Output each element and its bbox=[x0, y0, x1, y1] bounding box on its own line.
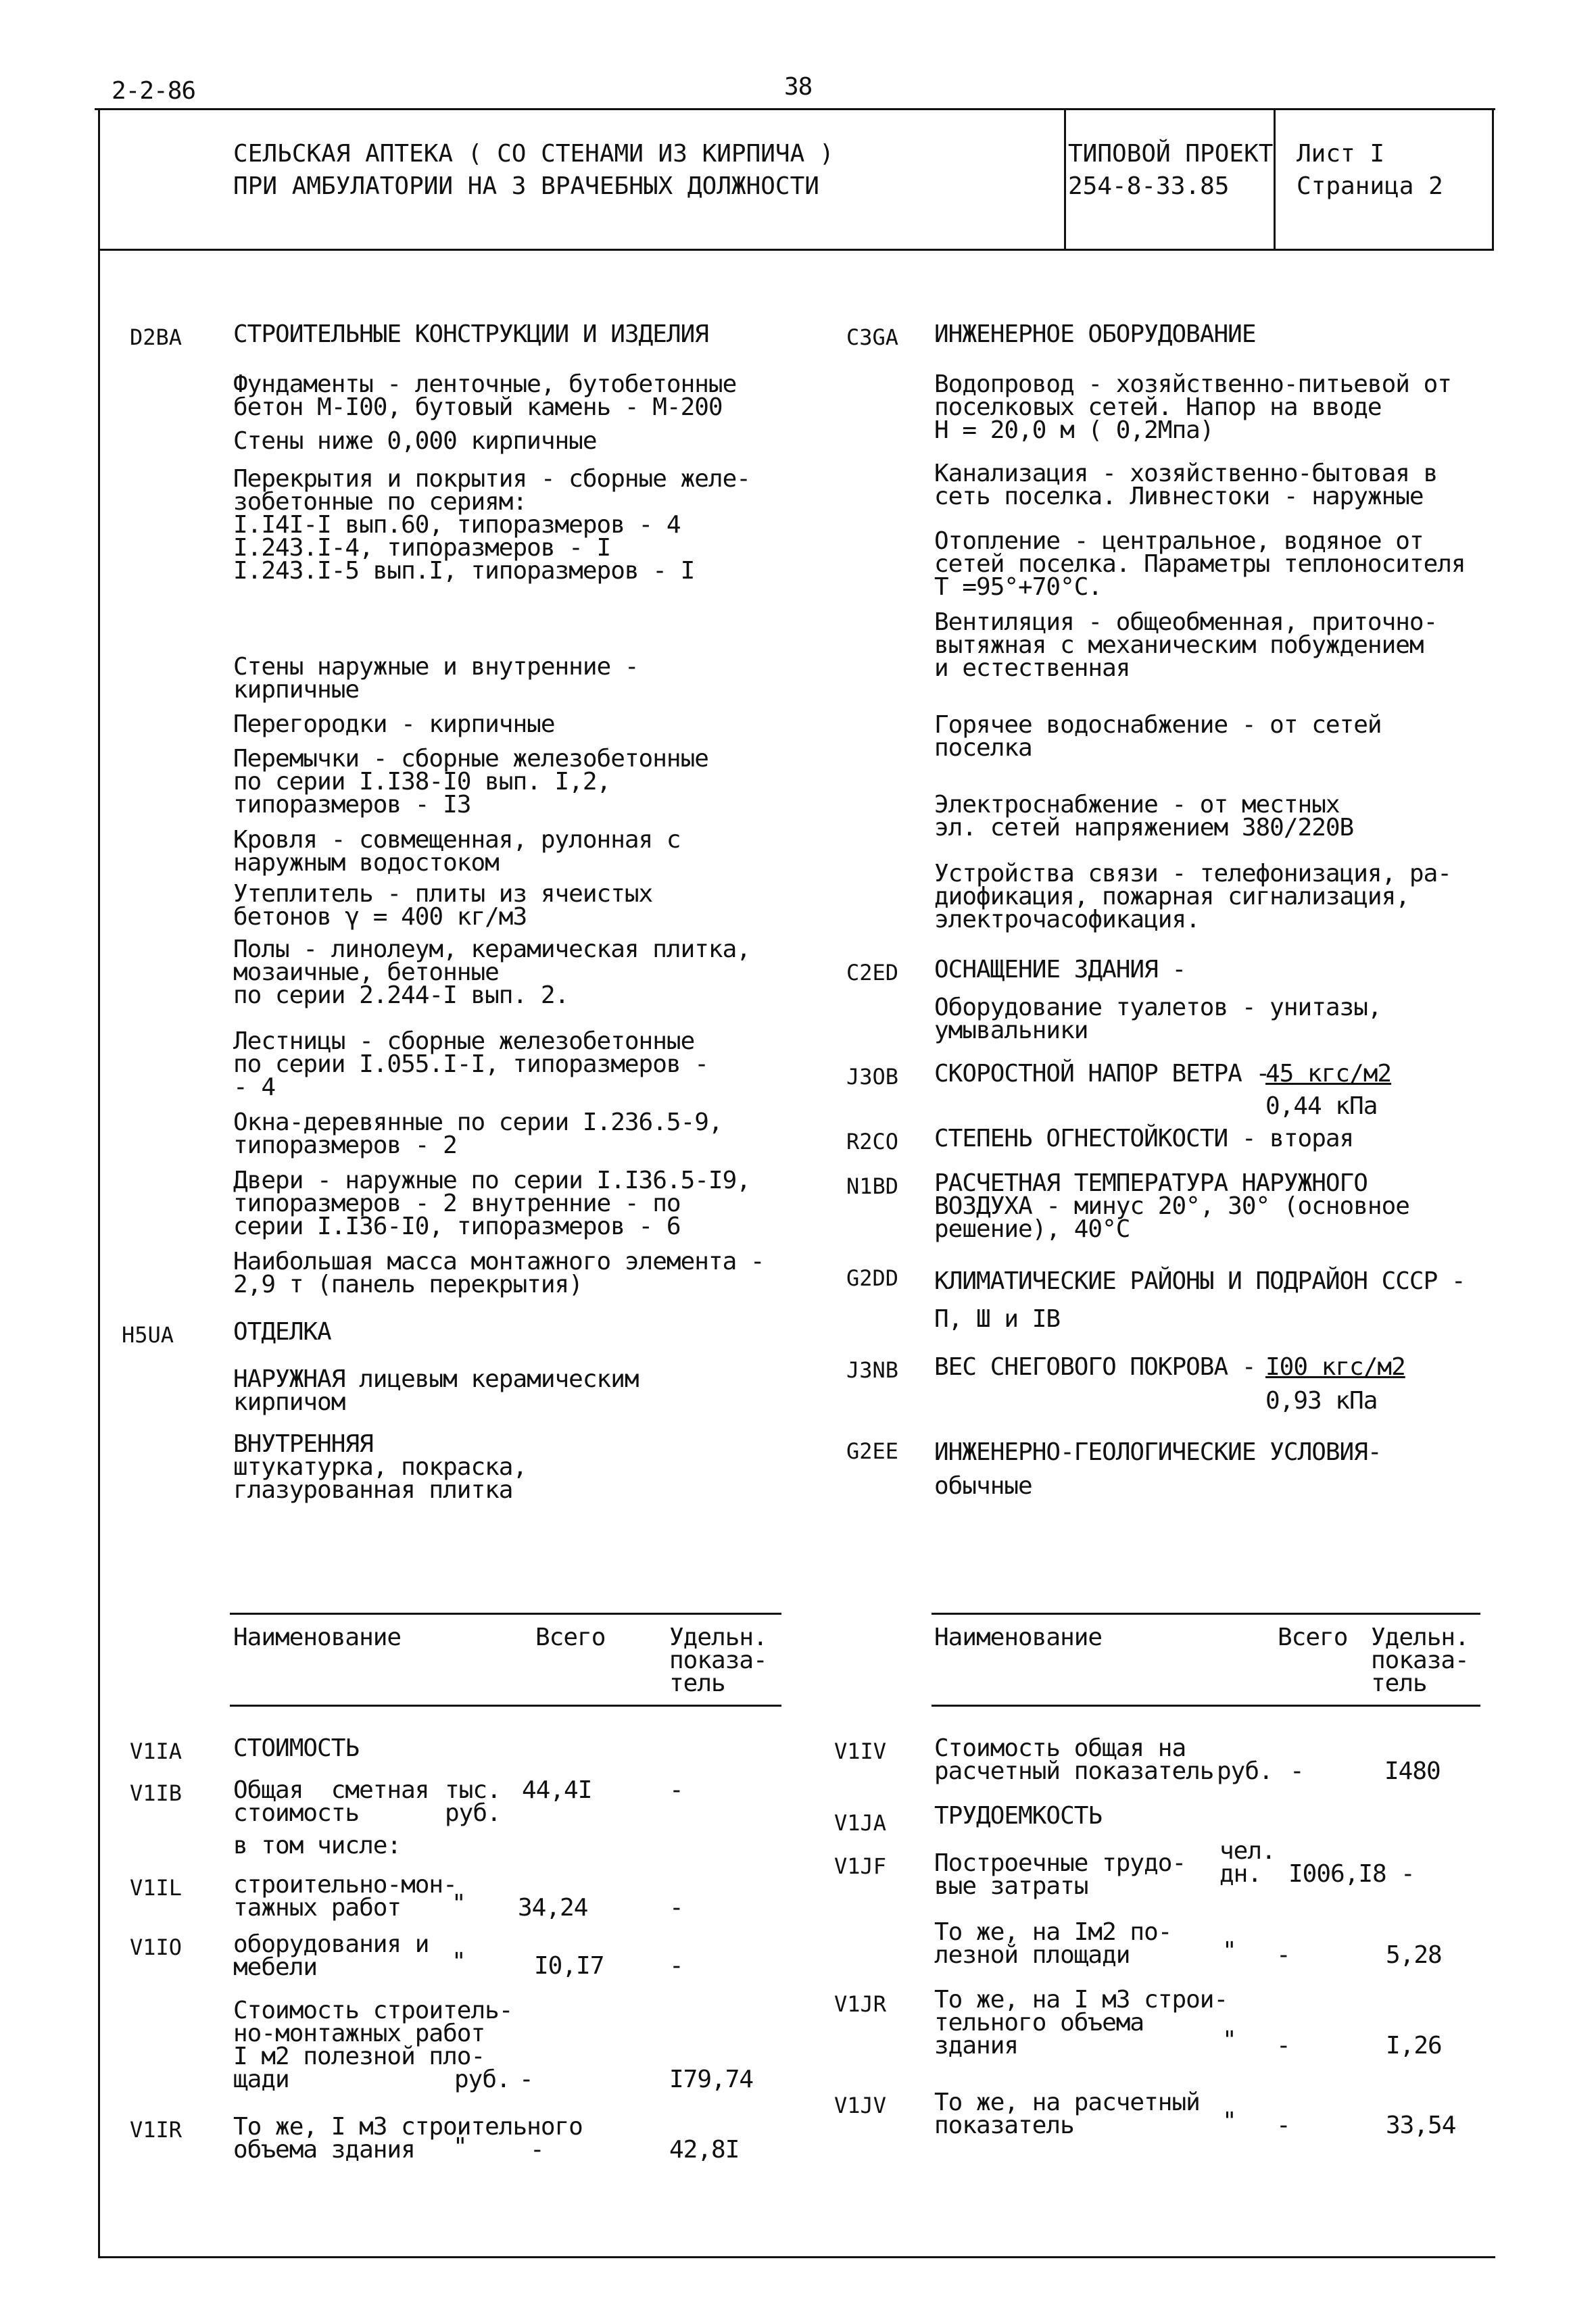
table-row-unit: " bbox=[452, 1890, 466, 1918]
text-fire-rating: СТЕПЕНЬ ОГНЕСТОЙКОСТИ - вторая bbox=[934, 1125, 1354, 1152]
sheet-number: Лист I bbox=[1297, 140, 1385, 168]
heading-structures: СТРОИТЕЛЬНЫЕ КОНСТРУКЦИИ И ИЗДЕЛИЯ bbox=[233, 320, 708, 348]
table-row-name: оборудования и мебели bbox=[233, 1930, 429, 1981]
text-climate: КЛИМАТИЧЕСКИЕ РАЙОНЫ И ПОДРАЙОН СССР - П, Ш и IВ bbox=[934, 1267, 1466, 1333]
text-doors: Двери - наружные по серии I.I36.5-I9, типоразмеров - 2 внутренние - по серии I.I36-I0, типоразмеров - 6 bbox=[233, 1167, 750, 1240]
text-ventilation: Вентиляция - общеобменная, приточно- вытяжная с механическим побуждением и естественная bbox=[934, 608, 1438, 682]
table-row-name: То же, на Iм2 по- лезной площади bbox=[934, 1918, 1172, 1969]
table-right-header-name: Наименование bbox=[934, 1624, 1103, 1651]
code-c3ga: C3GA bbox=[846, 324, 899, 350]
table-row-spec: I480 bbox=[1384, 1757, 1441, 1785]
table-left-header-total: Всего bbox=[535, 1624, 606, 1651]
frame-right-top bbox=[1492, 108, 1494, 249]
table-row-name: То же, на I м3 строи- тельного объема здания bbox=[934, 1986, 1228, 2060]
table-row-name: Стоимость строитель- но-монтажных работ I м2 полезной пло- щади bbox=[233, 1997, 513, 2093]
table-row-name: в том числе: bbox=[233, 1832, 402, 1859]
label-snow: ВЕС СНЕГОВОГО ПОКРОВА - bbox=[934, 1353, 1256, 1381]
table-row-total: I006,I8 bbox=[1288, 1860, 1386, 1888]
table-row-unit: руб. bbox=[1217, 1757, 1273, 1785]
value-wind-kpa: 0,44 кПа bbox=[1265, 1092, 1378, 1120]
code-g2dd: G2DD bbox=[846, 1265, 899, 1291]
table-row-code: V1IA bbox=[130, 1738, 183, 1764]
text-power: Электроснабжение - от местных эл. сетей напряжением 380/220В bbox=[934, 791, 1354, 842]
heading-engineering: ИНЖЕНЕРНОЕ ОБОРУДОВАНИЕ bbox=[934, 320, 1256, 348]
table-row-unit: " bbox=[1222, 2107, 1236, 2135]
text-insulation: Утеплитель - плиты из ячеистых бетонов γ = 400 кг/м3 bbox=[233, 880, 653, 931]
table-row-unit: тыс. руб. bbox=[445, 1776, 501, 1827]
title-line-2: ПРИ АМБУЛАТОРИИ НА 3 ВРАЧЕБНЫХ ДОЛЖНОСТИ bbox=[233, 172, 819, 200]
text-max-mass: Наибольшая масса монтажного элемента - 2,9 т (панель перекрытия) bbox=[233, 1248, 765, 1298]
table-row-code: V1JV bbox=[834, 2093, 887, 2118]
table-row-spec: - bbox=[1401, 1860, 1415, 1888]
table-row-name: строительно-мон- тажных работ bbox=[233, 1871, 457, 1922]
frame-top bbox=[95, 108, 1495, 110]
table-row-unit: " bbox=[1222, 1937, 1236, 1965]
table-row-spec: - bbox=[669, 1894, 683, 1922]
title-divider-2 bbox=[1274, 108, 1276, 249]
table-row-total: - bbox=[530, 2136, 544, 2164]
table-row-code: V1IB bbox=[130, 1780, 183, 1806]
title-block-bottom bbox=[98, 249, 1494, 251]
table-right-top-rule bbox=[932, 1613, 1480, 1615]
text-finish-outer: НАРУЖНАЯ лицевым керамическим кирпичом bbox=[233, 1365, 639, 1416]
table-row-spec: 42,8I bbox=[669, 2136, 740, 2164]
text-walls-below: Стены ниже 0,000 кирпичные bbox=[233, 427, 597, 455]
code-j3nb: J3NB bbox=[846, 1357, 899, 1383]
table-row-total: - bbox=[1276, 1941, 1290, 1969]
table-row-unit: " bbox=[1222, 2026, 1236, 2054]
table-left-header-name: Наименование bbox=[233, 1624, 402, 1651]
table-row-total: - bbox=[519, 2066, 533, 2093]
table-row-code: V1IV bbox=[834, 1738, 887, 1764]
table-row-code: V1JA bbox=[834, 1810, 887, 1836]
text-finish-inner: ВНУТРЕННЯЯ штукатурка, покраска, глазурованная плитка bbox=[233, 1430, 527, 1504]
table-row-name: Построечные трудо- вые затраты bbox=[934, 1849, 1186, 1900]
text-hot-water: Горячее водоснабжение - от сетей поселка bbox=[934, 711, 1382, 762]
table-left-header-rule bbox=[230, 1705, 781, 1707]
table-row-unit: чел. дн. bbox=[1219, 1837, 1276, 1888]
text-stairs: Лестницы - сборные железобетонные по серии I.055.I-I, типоразмеров - - 4 bbox=[233, 1027, 708, 1101]
table-row-spec: - bbox=[669, 1952, 683, 1980]
table-row-name: То же, на расчетный показатель bbox=[934, 2089, 1200, 2139]
code-r2co: R2CO bbox=[846, 1129, 899, 1154]
table-row-name: СТОИМОСТЬ bbox=[233, 1734, 360, 1762]
value-snow: I00 кгс/м2 bbox=[1265, 1353, 1405, 1381]
table-row-spec: 33,54 bbox=[1386, 2112, 1456, 2139]
text-comms: Устройства связи - телефонизация, ра- диофикация, пожарная сигнализация, электрочасофикация. bbox=[934, 860, 1451, 933]
table-row-unit: руб. bbox=[454, 2066, 510, 2093]
table-row-spec: I,26 bbox=[1386, 2032, 1442, 2060]
table-row-spec: - bbox=[669, 1776, 683, 1804]
table-left-top-rule bbox=[230, 1613, 781, 1615]
title-line-1: СЕЛЬСКАЯ АПТЕКА ( СО СТЕНАМИ ИЗ КИРПИЧА ) bbox=[233, 140, 834, 168]
code-d2ba: D2BA bbox=[130, 324, 183, 350]
table-row-total: I0,I7 bbox=[534, 1952, 604, 1980]
table-row-code: V1JR bbox=[834, 1991, 887, 2017]
table-row-unit: " bbox=[453, 2133, 467, 2161]
text-windows: Окна-деревянные по серии I.236.5-9, типоразмеров - 2 bbox=[233, 1108, 723, 1159]
table-row-code: V1IL bbox=[130, 1875, 183, 1901]
table-row-total: 34,24 bbox=[518, 1894, 588, 1922]
table-row-code: V1JF bbox=[834, 1853, 887, 1879]
table-row-name: ТРУДОЕМКОСТЬ bbox=[934, 1802, 1103, 1830]
doc-code: 2-2-86 bbox=[112, 77, 196, 105]
text-lintels: Перемычки - сборные железобетонные по серии I.I38-I0 вып. I,2, типоразмеров - I3 bbox=[233, 745, 708, 819]
table-right-header-rule bbox=[932, 1705, 1480, 1707]
code-h5ua: H5UA bbox=[122, 1322, 174, 1348]
text-sewer: Канализация - хозяйственно-бытовая в сеть поселка. Ливнестоки - наружные bbox=[934, 460, 1438, 510]
table-row-total: - bbox=[1276, 2032, 1290, 2060]
text-roof: Кровля - совмещенная, рулонная с наружным водостоком bbox=[233, 826, 681, 877]
text-design-temp: РАСЧЕТНАЯ ТЕМПЕРАТУРА НАРУЖНОГО ВОЗДУХА - минус 20°, 30° (основное решение), 40°С bbox=[934, 1169, 1409, 1243]
heading-finish: ОТДЕЛКА bbox=[233, 1318, 331, 1346]
code-g2ee: G2EE bbox=[846, 1438, 899, 1464]
frame-bottom bbox=[98, 2256, 1495, 2258]
text-floors: Полы - линолеум, керамическая плитка, мозаичные, бетонные по серии 2.244-I вып. 2. bbox=[233, 935, 750, 1009]
table-row-total: 44,4I bbox=[522, 1776, 592, 1804]
sheet-page: Страница 2 bbox=[1297, 172, 1443, 200]
text-geology: ИНЖЕНЕРНО-ГЕОЛОГИЧЕСКИЕ УСЛОВИЯ- обычные bbox=[934, 1438, 1382, 1500]
label-wind: СКОРОСТНОЙ НАПОР ВЕТРА - bbox=[934, 1060, 1270, 1088]
text-slabs: Перекрытия и покрытия - сборные желе- зобетонные по сериям: I.I4I-I вып.60, типоразмеров - 4 I.243.I-4, типоразмеров - I I.243.I-5 вып.I, типоразмеров - I bbox=[233, 465, 750, 585]
table-row-name: То же, I м3 строительного объема здания bbox=[233, 2113, 583, 2164]
code-n1bd: N1BD bbox=[846, 1173, 899, 1199]
code-j3ob: J3OB bbox=[846, 1064, 899, 1090]
table-row-name: Стоимость общая на расчетный показатель bbox=[934, 1734, 1214, 1785]
table-row-code: V1IR bbox=[130, 2117, 183, 2143]
table-left-header-specific: Удельн. показа- тель bbox=[669, 1624, 767, 1697]
table-row-spec: I79,74 bbox=[669, 2066, 754, 2093]
table-row-total: - bbox=[1290, 1757, 1304, 1785]
table-row-unit: " bbox=[452, 1948, 466, 1976]
table-right-header-total: Всего bbox=[1278, 1624, 1348, 1651]
text-water: Водопровод - хозяйственно-питьевой от поселковых сетей. Напор на вводе Н = 20,0 м ( 0,2Мпа) bbox=[934, 370, 1451, 444]
title-divider-1 bbox=[1064, 108, 1066, 249]
text-equipment: Оборудование туалетов - унитазы, умывальники bbox=[934, 994, 1382, 1044]
value-wind: 45 кгс/м2 bbox=[1265, 1060, 1392, 1088]
text-foundation: Фундаменты - ленточные, бутобетонные бетон М-I00, бутовый камень - М-200 bbox=[233, 370, 737, 421]
project-label: ТИПОВОЙ ПРОЕКТ bbox=[1068, 140, 1274, 168]
frame-left bbox=[98, 108, 100, 2258]
heading-equipment: ОСНАЩЕНИЕ ЗДАНИЯ - bbox=[934, 956, 1186, 983]
table-row-spec: 5,28 bbox=[1386, 1941, 1442, 1969]
table-row-code: V1IO bbox=[130, 1934, 183, 1960]
text-partitions: Перегородки - кирпичные bbox=[233, 710, 555, 738]
text-heating: Отопление - центральное, водяное от сетей поселка. Параметры теплоносителя Т =95°+70°С. bbox=[934, 527, 1466, 601]
table-right-header-specific: Удельн. показа- тель bbox=[1371, 1624, 1469, 1697]
page-number: 38 bbox=[784, 73, 813, 101]
table-row-name: Общая сметная стоимость bbox=[233, 1776, 429, 1827]
value-snow-kpa: 0,93 кПа bbox=[1265, 1387, 1378, 1415]
code-c2ed: C2ED bbox=[846, 960, 899, 985]
table-row-total: - bbox=[1276, 2112, 1290, 2139]
text-walls: Стены наружные и внутренние - кирпичные bbox=[233, 653, 639, 704]
project-number: 254-8-33.85 bbox=[1068, 172, 1230, 200]
